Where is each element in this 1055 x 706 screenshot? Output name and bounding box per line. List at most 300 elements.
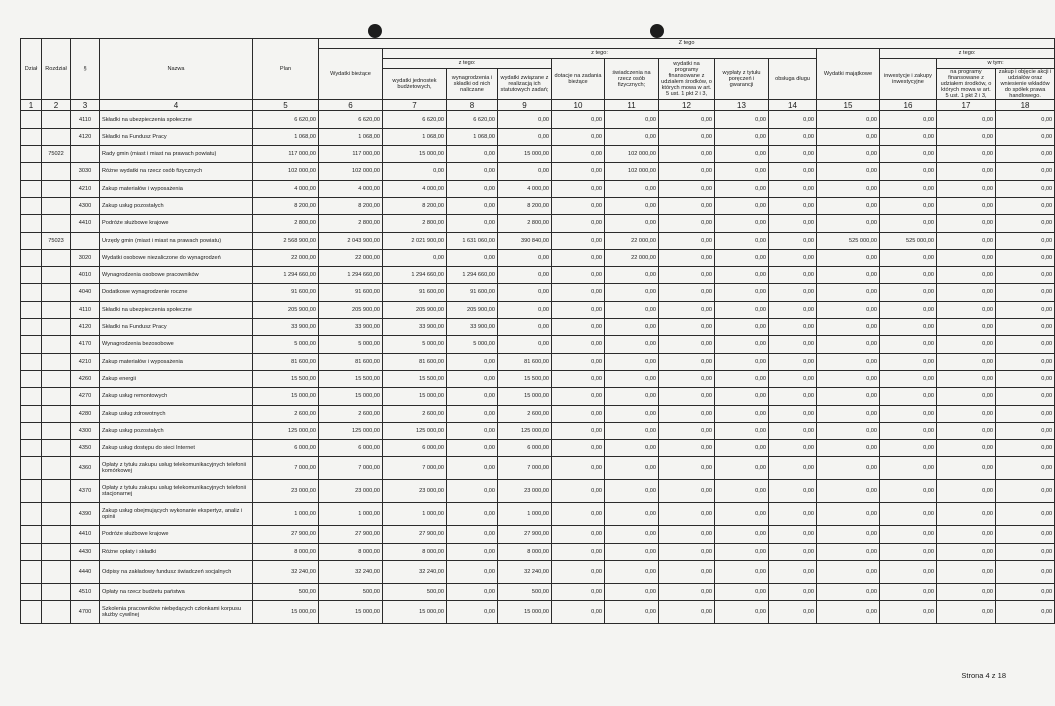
amount-cell: 8 200,00 [319, 197, 383, 214]
amount-cell: 0,00 [880, 249, 937, 266]
amount-cell: 0,00 [605, 457, 659, 480]
amount-cell: 0,00 [659, 480, 715, 503]
amount-cell: 0,00 [715, 163, 769, 180]
amount-cell: 0,00 [552, 584, 605, 601]
rozdzial-cell [42, 388, 71, 405]
rozdzial-cell: 75022 [42, 146, 71, 163]
nazwa-cell: Wynagrodzenia osobowe pracowników [100, 267, 253, 284]
amount-cell: 0,00 [880, 370, 937, 387]
amount-cell: 0,00 [937, 249, 996, 266]
paragraf-cell: 4210 [71, 180, 100, 197]
amount-cell: 0,00 [659, 405, 715, 422]
nazwa-cell: Różne opłaty i składki [100, 543, 253, 560]
column-number: 15 [817, 100, 880, 111]
amount-cell: 0,00 [769, 111, 817, 128]
table-row [21, 457, 1055, 480]
column-number: 12 [659, 100, 715, 111]
dzial-cell [21, 370, 42, 387]
paragraf-cell: 3020 [71, 249, 100, 266]
amount-cell: 4 000,00 [383, 180, 447, 197]
amount-cell: 0,00 [769, 336, 817, 353]
dzial-cell [21, 422, 42, 439]
amount-cell: 0,00 [659, 284, 715, 301]
amount-cell: 117 000,00 [253, 146, 319, 163]
amount-cell: 0,00 [715, 249, 769, 266]
header-wydatki-majatkowe: Wydatki majątkowe [817, 49, 880, 100]
amount-cell: 6 000,00 [498, 440, 552, 457]
amount-cell: 0,00 [447, 543, 498, 560]
amount-cell: 0,00 [817, 526, 880, 543]
column-number: 9 [498, 100, 552, 111]
amount-cell: 0,00 [659, 370, 715, 387]
rozdzial-cell [42, 405, 71, 422]
amount-cell: 0,00 [817, 215, 880, 232]
amount-cell: 0,00 [605, 526, 659, 543]
table-row [21, 480, 1055, 503]
amount-cell: 0,00 [715, 584, 769, 601]
amount-cell: 22 000,00 [253, 249, 319, 266]
amount-cell: 0,00 [937, 319, 996, 336]
header-wydatki-biezace: Wydatki bieżące [319, 49, 383, 100]
amount-cell: 0,00 [996, 249, 1055, 266]
amount-cell: 0,00 [447, 480, 498, 503]
amount-cell: 0,00 [552, 180, 605, 197]
amount-cell: 0,00 [605, 111, 659, 128]
amount-cell: 0,00 [715, 601, 769, 624]
amount-cell: 7 000,00 [383, 457, 447, 480]
rozdzial-cell [42, 526, 71, 543]
amount-cell: 0,00 [769, 353, 817, 370]
amount-cell: 0,00 [817, 353, 880, 370]
column-number: 2 [42, 100, 71, 111]
header-wydatki-zadania: wydatki związane z realizacją ich statutowych zadań; [498, 69, 552, 100]
amount-cell: 2 600,00 [383, 405, 447, 422]
amount-cell: 0,00 [715, 180, 769, 197]
amount-cell: 0,00 [715, 336, 769, 353]
paragraf-cell: 4430 [71, 543, 100, 560]
amount-cell: 7 000,00 [253, 457, 319, 480]
amount-cell: 0,00 [383, 249, 447, 266]
amount-cell: 0,00 [605, 370, 659, 387]
amount-cell: 33 900,00 [319, 319, 383, 336]
amount-cell: 0,00 [659, 111, 715, 128]
rozdzial-cell [42, 561, 71, 584]
column-number: 6 [319, 100, 383, 111]
amount-cell: 33 900,00 [383, 319, 447, 336]
amount-cell: 0,00 [937, 267, 996, 284]
amount-cell: 32 240,00 [383, 561, 447, 584]
paragraf-cell: 4170 [71, 336, 100, 353]
amount-cell: 0,00 [769, 284, 817, 301]
rozdzial-cell [42, 440, 71, 457]
amount-cell: 0,00 [937, 388, 996, 405]
table-row [21, 319, 1055, 336]
header-paragraf: § [71, 39, 100, 100]
header-z-tego-biezace: z tego: [383, 49, 817, 59]
amount-cell: 0,00 [937, 526, 996, 543]
amount-cell: 0,00 [769, 405, 817, 422]
amount-cell: 0,00 [605, 543, 659, 560]
amount-cell: 205 900,00 [447, 301, 498, 318]
amount-cell: 0,00 [937, 215, 996, 232]
amount-cell: 8 200,00 [498, 197, 552, 214]
amount-cell: 5 000,00 [253, 336, 319, 353]
amount-cell: 0,00 [880, 319, 937, 336]
amount-cell: 0,00 [447, 163, 498, 180]
nazwa-cell: Podróże służbowe krajowe [100, 526, 253, 543]
amount-cell: 0,00 [552, 249, 605, 266]
amount-cell: 0,00 [552, 526, 605, 543]
paragraf-cell: 4440 [71, 561, 100, 584]
rozdzial-cell [42, 370, 71, 387]
rozdzial-cell [42, 215, 71, 232]
paragraf-cell: 3030 [71, 163, 100, 180]
amount-cell: 0,00 [659, 128, 715, 145]
amount-cell: 15 500,00 [383, 370, 447, 387]
amount-cell: 1 000,00 [498, 503, 552, 526]
amount-cell: 0,00 [552, 336, 605, 353]
table-row [21, 163, 1055, 180]
amount-cell: 1 000,00 [383, 503, 447, 526]
amount-cell: 0,00 [552, 146, 605, 163]
amount-cell: 15 000,00 [383, 601, 447, 624]
nazwa-cell: Zakup usług zdrowotnych [100, 405, 253, 422]
amount-cell: 0,00 [880, 215, 937, 232]
nazwa-cell: Składki na Fundusz Pracy [100, 319, 253, 336]
nazwa-cell: Zakup usług pozostałych [100, 197, 253, 214]
amount-cell: 0,00 [769, 197, 817, 214]
amount-cell: 0,00 [880, 601, 937, 624]
table-row [21, 301, 1055, 318]
amount-cell: 0,00 [715, 232, 769, 249]
amount-cell: 0,00 [659, 180, 715, 197]
amount-cell: 0,00 [605, 353, 659, 370]
amount-cell: 22 000,00 [319, 249, 383, 266]
amount-cell: 1 294 660,00 [319, 267, 383, 284]
paragraf-cell: 4370 [71, 480, 100, 503]
column-number: 8 [447, 100, 498, 111]
amount-cell: 0,00 [880, 111, 937, 128]
amount-cell: 390 840,00 [498, 232, 552, 249]
rozdzial-cell [42, 197, 71, 214]
amount-cell: 81 600,00 [498, 353, 552, 370]
paragraf-cell: 4300 [71, 422, 100, 439]
amount-cell: 0,00 [659, 197, 715, 214]
amount-cell: 15 000,00 [253, 601, 319, 624]
amount-cell: 1 631 060,00 [447, 232, 498, 249]
paragraf-cell: 4410 [71, 526, 100, 543]
dzial-cell [21, 232, 42, 249]
amount-cell: 0,00 [605, 128, 659, 145]
nazwa-cell: Opłaty na rzecz budżetu państwa [100, 584, 253, 601]
amount-cell: 0,00 [552, 284, 605, 301]
amount-cell: 4 000,00 [253, 180, 319, 197]
amount-cell: 0,00 [383, 163, 447, 180]
paragraf-cell: 4360 [71, 457, 100, 480]
amount-cell: 0,00 [715, 146, 769, 163]
amount-cell: 125 000,00 [498, 422, 552, 439]
amount-cell: 0,00 [447, 249, 498, 266]
amount-cell: 0,00 [996, 180, 1055, 197]
dzial-cell [21, 249, 42, 266]
rozdzial-cell [42, 543, 71, 560]
amount-cell: 0,00 [880, 388, 937, 405]
amount-cell: 0,00 [447, 388, 498, 405]
amount-cell: 1 068,00 [447, 128, 498, 145]
amount-cell: 0,00 [769, 232, 817, 249]
amount-cell: 1 068,00 [253, 128, 319, 145]
amount-cell: 0,00 [498, 249, 552, 266]
table-row [21, 353, 1055, 370]
amount-cell: 0,00 [715, 370, 769, 387]
dzial-cell [21, 388, 42, 405]
header-zakup-akcji: zakup i objęcie akcji i udziałów oraz wniesienie wkładów do spółek prawa handlowego. [996, 69, 1055, 100]
amount-cell: 22 000,00 [605, 232, 659, 249]
amount-cell: 0,00 [605, 180, 659, 197]
amount-cell: 6 000,00 [383, 440, 447, 457]
header-obsluga-dlugu: obsługa długu [769, 59, 817, 100]
amount-cell: 0,00 [605, 422, 659, 439]
amount-cell: 0,00 [880, 163, 937, 180]
amount-cell: 1 068,00 [383, 128, 447, 145]
amount-cell: 0,00 [817, 180, 880, 197]
amount-cell: 1 068,00 [319, 128, 383, 145]
amount-cell: 0,00 [937, 163, 996, 180]
table-row [21, 405, 1055, 422]
amount-cell: 6 620,00 [253, 111, 319, 128]
amount-cell: 0,00 [769, 543, 817, 560]
amount-cell: 0,00 [552, 601, 605, 624]
amount-cell: 5 000,00 [447, 336, 498, 353]
amount-cell: 2 800,00 [253, 215, 319, 232]
amount-cell: 0,00 [659, 543, 715, 560]
amount-cell: 0,00 [715, 197, 769, 214]
amount-cell: 0,00 [447, 526, 498, 543]
amount-cell: 0,00 [817, 128, 880, 145]
paragraf-cell: 4010 [71, 267, 100, 284]
rozdzial-cell [42, 301, 71, 318]
paragraf-cell: 4120 [71, 319, 100, 336]
column-number: 4 [100, 100, 253, 111]
amount-cell: 0,00 [715, 405, 769, 422]
amount-cell: 91 600,00 [447, 284, 498, 301]
rozdzial-cell [42, 319, 71, 336]
amount-cell: 0,00 [605, 301, 659, 318]
amount-cell: 4 000,00 [498, 180, 552, 197]
amount-cell: 0,00 [817, 457, 880, 480]
amount-cell: 0,00 [769, 319, 817, 336]
amount-cell: 0,00 [817, 163, 880, 180]
paragraf-cell: 4700 [71, 601, 100, 624]
amount-cell: 0,00 [447, 180, 498, 197]
amount-cell: 4 000,00 [319, 180, 383, 197]
rozdzial-cell [42, 336, 71, 353]
amount-cell: 0,00 [880, 128, 937, 145]
amount-cell: 525 000,00 [880, 232, 937, 249]
amount-cell: 0,00 [447, 197, 498, 214]
dzial-cell [21, 284, 42, 301]
amount-cell: 0,00 [715, 526, 769, 543]
amount-cell: 22 000,00 [605, 249, 659, 266]
amount-cell: 0,00 [715, 457, 769, 480]
amount-cell: 0,00 [769, 146, 817, 163]
amount-cell: 1 294 660,00 [253, 267, 319, 284]
nazwa-cell: Opłaty z tytułu zakupu usług telekomunikacyjnych telefonii komórkowej [100, 457, 253, 480]
amount-cell: 0,00 [880, 180, 937, 197]
header-z-tego: Z tego [319, 39, 1055, 49]
amount-cell: 0,00 [605, 388, 659, 405]
header-z-tego-majatkowe: z tego: [880, 49, 1055, 59]
amount-cell: 15 000,00 [319, 388, 383, 405]
amount-cell: 0,00 [996, 197, 1055, 214]
expenditure-table [20, 38, 1055, 624]
amount-cell: 0,00 [552, 353, 605, 370]
amount-cell: 32 240,00 [253, 561, 319, 584]
amount-cell: 0,00 [659, 584, 715, 601]
amount-cell: 0,00 [447, 440, 498, 457]
amount-cell: 0,00 [715, 301, 769, 318]
amount-cell: 0,00 [715, 503, 769, 526]
amount-cell: 0,00 [996, 422, 1055, 439]
paragraf-cell: 4110 [71, 301, 100, 318]
amount-cell: 27 900,00 [498, 526, 552, 543]
amount-cell: 0,00 [937, 457, 996, 480]
amount-cell: 0,00 [552, 128, 605, 145]
dzial-cell [21, 561, 42, 584]
amount-cell: 0,00 [659, 457, 715, 480]
amount-cell: 0,00 [996, 601, 1055, 624]
amount-cell: 2 800,00 [498, 215, 552, 232]
amount-cell: 0,00 [605, 601, 659, 624]
amount-cell: 0,00 [715, 480, 769, 503]
amount-cell: 0,00 [769, 561, 817, 584]
amount-cell: 0,00 [817, 146, 880, 163]
amount-cell: 0,00 [880, 405, 937, 422]
amount-cell: 0,00 [769, 457, 817, 480]
amount-cell: 91 600,00 [253, 284, 319, 301]
dzial-cell [21, 319, 42, 336]
nazwa-cell: Podróże służbowe krajowe [100, 215, 253, 232]
dzial-cell [21, 526, 42, 543]
amount-cell: 0,00 [659, 249, 715, 266]
amount-cell: 33 900,00 [253, 319, 319, 336]
amount-cell: 0,00 [605, 503, 659, 526]
amount-cell: 6 620,00 [383, 111, 447, 128]
header-dzial: Dział [21, 39, 42, 100]
amount-cell: 0,00 [996, 353, 1055, 370]
amount-cell: 0,00 [996, 232, 1055, 249]
page-number: Strona 4 z 18 [961, 671, 1006, 680]
rozdzial-cell [42, 111, 71, 128]
amount-cell: 0,00 [817, 319, 880, 336]
amount-cell: 0,00 [880, 336, 937, 353]
nazwa-cell: Dodatkowe wynagrodzenie roczne [100, 284, 253, 301]
amount-cell: 0,00 [880, 526, 937, 543]
amount-cell: 0,00 [937, 232, 996, 249]
amount-cell: 0,00 [880, 480, 937, 503]
column-number: 17 [937, 100, 996, 111]
nazwa-cell: Zakup usług pozostałych [100, 422, 253, 439]
amount-cell: 0,00 [659, 163, 715, 180]
amount-cell: 0,00 [937, 440, 996, 457]
amount-cell: 27 900,00 [319, 526, 383, 543]
amount-cell: 0,00 [447, 370, 498, 387]
amount-cell: 0,00 [937, 584, 996, 601]
amount-cell: 0,00 [937, 128, 996, 145]
amount-cell: 0,00 [605, 405, 659, 422]
amount-cell: 23 000,00 [253, 480, 319, 503]
amount-cell: 0,00 [447, 146, 498, 163]
amount-cell: 0,00 [769, 370, 817, 387]
amount-cell: 117 000,00 [319, 146, 383, 163]
rozdzial-cell [42, 249, 71, 266]
punch-hole-icon [650, 24, 664, 38]
amount-cell: 0,00 [817, 543, 880, 560]
amount-cell: 0,00 [817, 480, 880, 503]
amount-cell: 0,00 [880, 561, 937, 584]
amount-cell: 0,00 [498, 336, 552, 353]
header-plan: Plan [253, 39, 319, 100]
amount-cell: 1 000,00 [253, 503, 319, 526]
nazwa-cell: Opłaty z tytułu zakupu usług telekomunikacyjnych telefonii stacjonarnej [100, 480, 253, 503]
amount-cell: 0,00 [552, 232, 605, 249]
column-number: 11 [605, 100, 659, 111]
paragraf-cell: 4510 [71, 584, 100, 601]
amount-cell: 500,00 [383, 584, 447, 601]
amount-cell: 0,00 [605, 319, 659, 336]
punch-hole-icon [368, 24, 382, 38]
amount-cell: 0,00 [552, 163, 605, 180]
column-number: 14 [769, 100, 817, 111]
dzial-cell [21, 128, 42, 145]
amount-cell: 27 900,00 [253, 526, 319, 543]
dzial-cell [21, 180, 42, 197]
amount-cell: 23 000,00 [498, 480, 552, 503]
amount-cell: 0,00 [447, 584, 498, 601]
amount-cell: 0,00 [552, 422, 605, 439]
paragraf-cell: 4280 [71, 405, 100, 422]
amount-cell: 7 000,00 [498, 457, 552, 480]
amount-cell: 0,00 [996, 146, 1055, 163]
amount-cell: 0,00 [880, 440, 937, 457]
amount-cell: 0,00 [659, 388, 715, 405]
amount-cell: 0,00 [552, 319, 605, 336]
amount-cell: 2 800,00 [383, 215, 447, 232]
amount-cell: 0,00 [447, 215, 498, 232]
rozdzial-cell [42, 503, 71, 526]
amount-cell: 0,00 [498, 319, 552, 336]
table-row [21, 388, 1055, 405]
amount-cell: 0,00 [552, 111, 605, 128]
header-z-tego-jednostek: z tego: [383, 59, 552, 69]
amount-cell: 91 600,00 [383, 284, 447, 301]
amount-cell: 0,00 [817, 601, 880, 624]
nazwa-cell: Urzędy gmin (miast i miast na prawach powiatu) [100, 232, 253, 249]
amount-cell: 500,00 [498, 584, 552, 601]
amount-cell: 8 200,00 [253, 197, 319, 214]
amount-cell: 0,00 [659, 301, 715, 318]
amount-cell: 0,00 [552, 405, 605, 422]
amount-cell: 0,00 [937, 422, 996, 439]
amount-cell: 0,00 [937, 405, 996, 422]
amount-cell: 500,00 [253, 584, 319, 601]
amount-cell: 0,00 [715, 561, 769, 584]
amount-cell: 15 000,00 [383, 146, 447, 163]
amount-cell: 0,00 [769, 601, 817, 624]
paragraf-cell: 4040 [71, 284, 100, 301]
amount-cell: 2 021 900,00 [383, 232, 447, 249]
dzial-cell [21, 457, 42, 480]
